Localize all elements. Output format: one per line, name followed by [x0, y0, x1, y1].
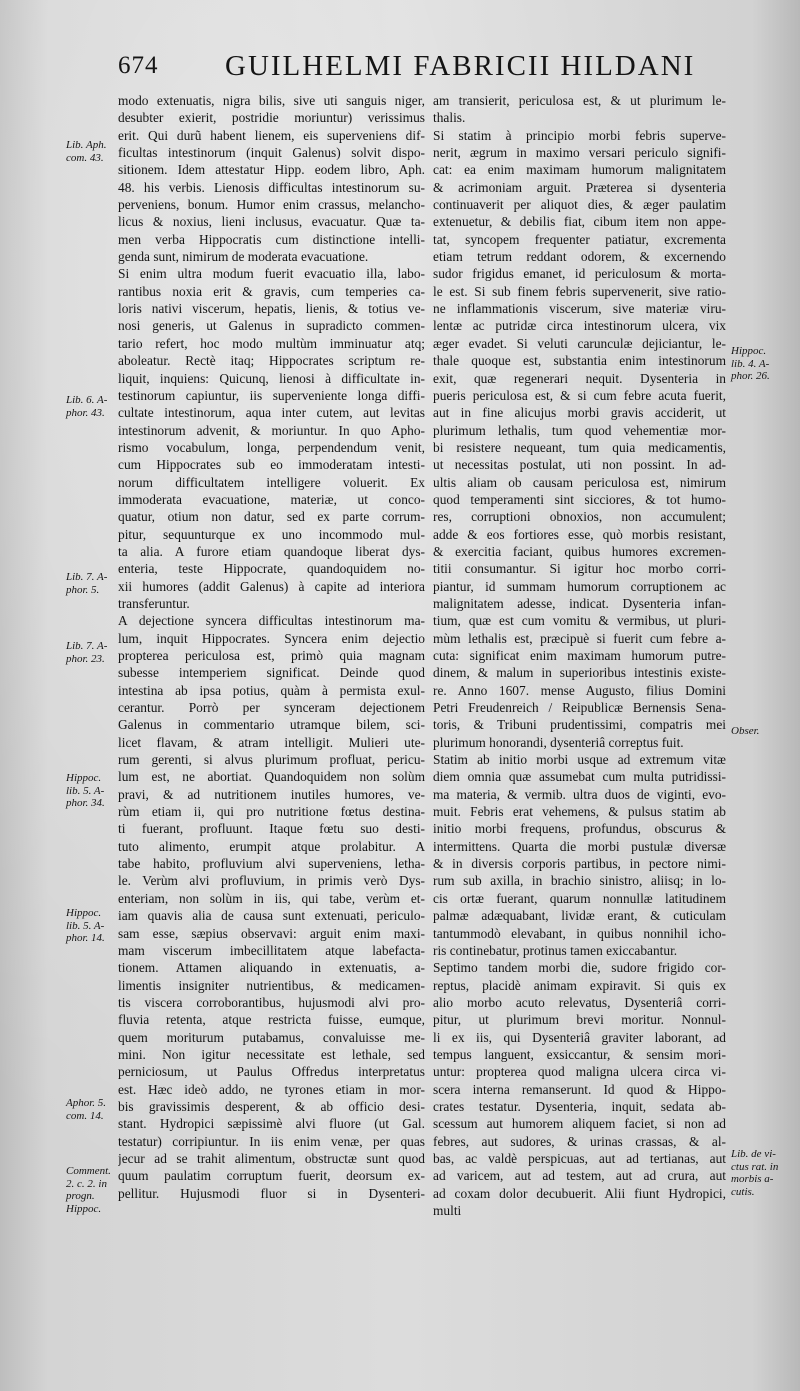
text-line: re. Anno 1607. mense Augusto, filius Domini: [433, 682, 726, 698]
text-line: subesse intemperiem significat. Deinde quod: [118, 665, 425, 681]
text-line: lum, inquit Hippocrates. Syncera enim dejectio: [118, 630, 425, 646]
text-line: ris continebatur, protinus tamen exiccabantur.: [433, 942, 678, 958]
text-line: le est. Si sub finem febris supervenerit, sive ratio-: [433, 283, 726, 299]
margin-note-line: phor. 43.: [66, 406, 105, 419]
text-line: rismo vocabulum, longa, perpendendum venit,: [118, 439, 425, 455]
text-line: ma materia, & vermib. ultra duos de viginti, evo-: [433, 786, 726, 802]
text-line: cultate intestinorum, aqua inter cutem, aut levitas: [118, 405, 425, 421]
margin-note-line: com. 14.: [66, 1109, 104, 1122]
text-line: plurimum lethalis, tum quod vehementiæ mor-: [433, 422, 726, 438]
text-line: ta alia. A furore etiam quandoque liberat dys-: [118, 543, 425, 559]
margin-note-line: Aphor. 5.: [66, 1097, 107, 1109]
text-line: Si statim à principio morbi febris superve-: [433, 127, 726, 143]
text-line: nosi generis, ut Galenus in supradicto commen-: [118, 318, 425, 334]
text-line: desubter exierit, postridie moriuntur) verissimus: [118, 110, 425, 126]
text-line: bis gravissimis desperent, & ab officio desi-: [118, 1098, 425, 1114]
text-line: sam esse, sæpius observavi: arguit enim maxi-: [118, 925, 425, 941]
text-line: titii consumantur. Si igitur hoc morbo corri-: [433, 561, 726, 577]
text-line: immoderata evacuatione, materiæ, ut conco-: [118, 491, 425, 507]
margin-note-line: lib. 5. A-: [66, 784, 105, 797]
margin-note: [66, 907, 105, 945]
text-line: scera interna remanserunt. Id quod & Hippo-: [433, 1081, 726, 1097]
text-line: & acrimoniam arguit. Præterea si dysenteria: [433, 179, 726, 195]
margin-note-line: 2. c. 2. in: [66, 1177, 107, 1190]
text-line: loris nativi viscerum, hepatis, lienis, & totius ve-: [118, 301, 425, 317]
margin-note-line: phor. 23.: [66, 652, 105, 665]
text-line: ut necessitas postulat, uti non possint. In ad-: [433, 457, 726, 473]
margin-note: [66, 139, 106, 164]
margin-note: [731, 1148, 778, 1198]
text-line: scessum aut humorem aliquem faciet, si non ad: [433, 1116, 726, 1132]
margin-note-line: Lib. 7. A-: [66, 640, 108, 652]
margin-note-line: Hippoc.: [731, 345, 767, 357]
text-line: fluvia retenta, atque restricta fuisse, eumque,: [118, 1012, 425, 1028]
text-line: enteriam, non solùm in iis, qui tabe, verùm et-: [118, 890, 425, 906]
margin-note-line: lib. 5. A-: [66, 919, 105, 932]
text-line: æger evadet. Si veluti carunculæ dejiciantur, le-: [433, 335, 726, 351]
margin-note-line: Hippoc.: [66, 1202, 102, 1215]
text-line: men verba Hippocratis cum distinctione intelli-: [118, 231, 425, 247]
text-line: est. Hæc ideò addo, ne tyrones etiam in mor-: [118, 1081, 425, 1097]
text-line: genda sunt, nimirum de moderata evacuatione.: [118, 249, 369, 265]
text-line: transferuntur.: [118, 595, 190, 611]
text-line: pitur, ut plurimum brevi moritur. Nonnul-: [433, 1012, 726, 1028]
margin-note-line: Hippoc.: [66, 772, 102, 784]
text-line: toris, & Tribuni prudentissimi, compatris mei: [433, 717, 726, 733]
text-line: ti fuerant, profluunt. Itaque fœtu suo desti-: [118, 821, 425, 837]
text-line: ne inflammationis viscerum, sive materiæ viru-: [433, 301, 726, 317]
text-line: rum gerenti, si alvus plurimum profluat, pericu-: [118, 752, 425, 768]
text-line: piantur, id summam humorum corruptionem ac: [433, 578, 726, 594]
margin-note-line: phor. 34.: [66, 797, 105, 809]
text-line: perniciosum, ut Paulus Offredus interpretatus: [118, 1064, 425, 1080]
margin-note-line: Lib. Aph.: [66, 139, 107, 151]
text-line: bi resistere nequeant, tum quia medicamentis,: [433, 439, 726, 455]
text-line: aboleatur. Rectè itaq; Hippocrates scriptum re-: [118, 353, 425, 369]
text-line: intermittens. Quarta die morbi pustulæ diversæ: [433, 838, 726, 854]
margin-note-line: lib. 4. A-: [731, 357, 770, 370]
text-line: tario refert, hoc modo multùm imminuatur atq;: [118, 335, 425, 351]
text-line: ad coxam dolor decubuerit. Alii fiunt Hydropici,: [433, 1185, 726, 1201]
margin-note-line: Obser.: [731, 725, 760, 737]
text-line: thalis.: [433, 110, 466, 126]
text-line: testatur) corripiuntur. In iis enim venæ, per quas: [118, 1133, 425, 1149]
text-line: mini. Non igitur necessitate est lethale, sed: [118, 1046, 425, 1062]
margin-note-line: Lib. 6. A-: [66, 394, 108, 406]
text-line: testinorum capiuntur, iis superveniente longa diffi-: [118, 387, 425, 403]
text-line: bas, ac valdè perspicuas, aut ad tertianas, aut: [433, 1150, 726, 1166]
text-line: tionem. Attamen aliquando in extenuatis, a-: [118, 960, 425, 976]
text-line: lum est, ne abortiat. Quandoquidem non solùm: [118, 769, 425, 785]
text-line: tantummodò elevabant, in quibus nonnihil icho-: [433, 925, 726, 941]
text-line: quem moriturum putabamus, convaluisse me-: [118, 1029, 425, 1045]
text-line: am transierit, periculosa est, & ut plurimum le-: [433, 93, 726, 108]
text-line: malignitatem adesse, indicat. Dysenteria infan-: [433, 595, 726, 611]
margin-note-line: progn.: [66, 1190, 95, 1202]
margin-note-line: Lib. 7. A-: [66, 571, 108, 583]
text-line: reptus, placidè animam expiravit. Si quis ex: [433, 977, 726, 993]
text-line: continuaverit per aliquot dies, & æger paulatim: [433, 197, 726, 213]
text-line: quatur, otium non datur, sed ex parte corrum-: [118, 509, 425, 525]
text-line: modo extenuatis, nigra bilis, sive uti sanguis niger,: [118, 93, 425, 108]
margin-note: [66, 1165, 111, 1215]
text-line: intestina ab ipsa potius, quàm à permista exul-: [118, 682, 425, 698]
text-line: norum difficultatem intelligere voluerit. Ex: [118, 474, 425, 490]
text-line: cat: ea enim maximam humorum malignitatem: [433, 162, 726, 178]
text-line: xii humores (addit Galenus) à capite ad interiora: [118, 578, 425, 594]
text-line: licus & noxius, lieni inclusus, evacuatur. Quæ ta-: [118, 214, 425, 230]
text-line: multi: [433, 1203, 462, 1218]
page-number: 674: [118, 52, 159, 79]
text-line: cerantur. Porrò per synceram dejectionem: [118, 700, 425, 716]
text-line: mùm lethalis est, præcipuè si fuerit cum febre a-: [433, 630, 726, 646]
text-line: licet flavam, & atram intelligit. Mulieri ute-: [118, 734, 425, 750]
text-line: tabe habito, profluvium alvi superveniens, letha-: [118, 856, 425, 872]
margin-note-line: ctus rat. in: [731, 1160, 779, 1173]
text-line: quod temperamenti sint sicciores, & tot humo-: [433, 491, 726, 507]
text-line: etiam tetrum reddant odorem, & excernendo: [433, 249, 726, 265]
text-line: tis viscera corroborantibus, hujusmodi alvi pro-: [118, 994, 425, 1010]
text-line: Si enim ultra modum fuerit evacuatio illa, labo-: [118, 266, 425, 282]
text-line: pravi, & ad nutritionem inutiles humores, ve-: [118, 786, 425, 802]
text-line: 48. his verbis. Lienosis difficultas intestinorum su-: [118, 179, 425, 195]
text-line: alio morbo acuto relevatus, Dysenteriâ corri-: [433, 994, 726, 1010]
margin-note: [731, 725, 759, 738]
text-line: sitionem. Idem attestatur Hipp. eodem libro, Aph.: [118, 162, 425, 178]
text-line: erit. Qui durũ habent lienem, eis superveniens dif-: [118, 127, 425, 143]
margin-note-line: Comment.: [66, 1165, 111, 1177]
margin-note: [66, 640, 107, 665]
text-line: pueris periculosa est, & si cum febre acuta fuerit,: [433, 387, 726, 403]
margin-note-line: Lib. de vi-: [731, 1148, 776, 1160]
margin-note: [66, 1097, 106, 1122]
text-line: nerit, ægrum in maximo versari periculo signifi-: [433, 145, 726, 161]
text-line: tuto alimento, erumpit atque prolabitur. A: [118, 838, 425, 854]
text-line: ficultas intestinorum (inquit Galenus) solvit dispo-: [118, 145, 425, 161]
text-line: iam quavis alia de causa sunt extenuati, periculo-: [118, 908, 425, 924]
text-line: propterea periculosa est, primò quia magnam: [118, 648, 425, 663]
text-line: palmæ adæquabant, lividæ erant, & cuticulam: [433, 908, 726, 924]
text-line: liquit, inquiens: Quicunq, lienosi à difficultate in-: [118, 370, 425, 386]
margin-note-line: cutis.: [731, 1185, 755, 1198]
text-line: tat, syncopem frequenter patiatur, excrementa: [433, 231, 726, 247]
text-line: extenuetur, & debilis fiat, cibum item non appe-: [433, 214, 726, 230]
text-line: res, corruptioni obnoxios, non accumulent;: [433, 509, 726, 525]
text-line: plurimum honorandi, dysenteriâ correptus fuit.: [433, 734, 684, 750]
text-line: dinem, & malum in superioribus intestinis existe-: [433, 665, 726, 681]
margin-note-line: phor. 26.: [731, 370, 770, 382]
text-line: initio morbi frequens, profundus, obscurus &: [433, 821, 726, 837]
text-line: rum sub axilla, in brachio sinistro, aliisq; in lo-: [433, 873, 726, 889]
text-line: Galenus in commentario utramque bilem, sci-: [118, 717, 425, 733]
text-line: tium, quæ est cum vomitu & vermibus, ut pluri-: [433, 613, 726, 629]
margin-note-line: com. 43.: [66, 151, 104, 164]
text-line: intestinorum advenit, & moriuntur. In quo Apho-: [118, 422, 425, 438]
text-line: lentæ ac putridæ circa intestinorum ulcera, vix: [433, 318, 726, 334]
text-line: tempus languent, exsiccantur, & sensim mori-: [433, 1046, 726, 1062]
text-line: aut in fine alicujus morbi gravis acciderit, ut: [433, 405, 726, 421]
text-line: li ex iis, qui Dysenteriâ graviter laborant, ad: [433, 1029, 726, 1045]
margin-note-line: phor. 5.: [66, 583, 100, 596]
text-line: quum paulatim corruptum fuerit, deorsum ex-: [118, 1168, 425, 1184]
text-line: adde & eos fortiores esse, quò morbis resistant,: [433, 526, 726, 542]
text-line: A dejectione syncera difficultas intestinorum ma-: [118, 613, 425, 629]
right-text-column: [433, 92, 726, 1219]
text-line: & exercitia faciant, quibus humores excremen-: [433, 543, 726, 559]
text-line: cis ortæ fuerant, quarum nonnullæ latitudinem: [433, 890, 726, 906]
text-line: stant. Hydropici sæpissimè alvi fluore (ut Gal.: [118, 1116, 425, 1132]
text-line: perveniens, bonum. Humor enim crassus, melancho-: [118, 197, 425, 213]
text-line: pellitur. Hujusmodi fluor si in Dysenteri-: [118, 1185, 425, 1201]
text-line: untur: propterea quod maligna ulcera circa vi-: [433, 1064, 726, 1080]
text-line: cuta: significat enim maximam humorum putre-: [433, 648, 726, 663]
text-line: ultis aliam ob causam periculosa est, nimirum: [433, 474, 726, 490]
text-line: diem omnia quæ assumebat cum multa putridissi-: [433, 769, 726, 785]
left-text-column: [118, 92, 425, 1202]
text-line: enteria, teste Hippocrate, quandoquidem no-: [118, 561, 425, 577]
margin-note: [66, 571, 107, 596]
text-line: rantibus noxia erit & gravis, cum temperies ca-: [118, 283, 425, 299]
margin-note: [731, 345, 770, 383]
margin-note-line: phor. 14.: [66, 932, 105, 944]
text-line: & in diversis corporis partibus, in pectore nimi-: [433, 856, 726, 872]
margin-note: [66, 394, 107, 419]
text-line: ad varicem, aut ad testem, aut ad crura, aut: [433, 1168, 726, 1184]
page-header: [110, 50, 710, 90]
text-line: thale quoque est, substantia enim intestinorum: [433, 353, 726, 369]
text-line: crates testatur. Dysenteria, inquit, sedata ab-: [433, 1098, 726, 1114]
text-line: cum Hippocrates sub eo immoderatam intesti-: [118, 457, 425, 473]
text-line: sudor frigidus emanet, id periculosum & morta-: [433, 266, 726, 282]
text-line: Petri Freudenreich / Reipublicæ Bernensis Sena-: [433, 700, 726, 716]
margin-note: [66, 772, 105, 810]
text-line: Statim ab initio morbi usque ad extremum vitæ: [433, 752, 726, 768]
text-line: muit. Febris erat vehemens, & pulsus statim ab: [433, 804, 726, 820]
text-line: mam viscerum imbecillitatem atque labefacta-: [118, 942, 425, 958]
text-line: febres, aut sudores, & urinas crassas, & al-: [433, 1133, 726, 1149]
text-line: le. Verùm alvi profluvium, in primis verò Dys-: [118, 873, 425, 889]
text-line: exit, quæ regenerari nequit. Dysenteria in: [433, 370, 726, 386]
text-line: rùm etiam ii, qui pro nutritione fœtus destina-: [118, 804, 425, 820]
margin-note-line: Hippoc.: [66, 907, 102, 919]
text-line: limentis insigniter nutrientibus, & medicamen-: [118, 977, 425, 993]
running-title: GUILHELMI FABRICII HILDANI: [225, 50, 696, 82]
text-line: Septimo tandem morbi die, sudore frigido cor-: [433, 960, 726, 976]
margin-note-line: morbis a-: [731, 1173, 774, 1185]
text-line: jecur ad se trahit alimentum, obstructæ sunt quod: [118, 1150, 425, 1166]
text-line: pitur, sequunturque ex uno incommodo mul-: [118, 526, 425, 542]
